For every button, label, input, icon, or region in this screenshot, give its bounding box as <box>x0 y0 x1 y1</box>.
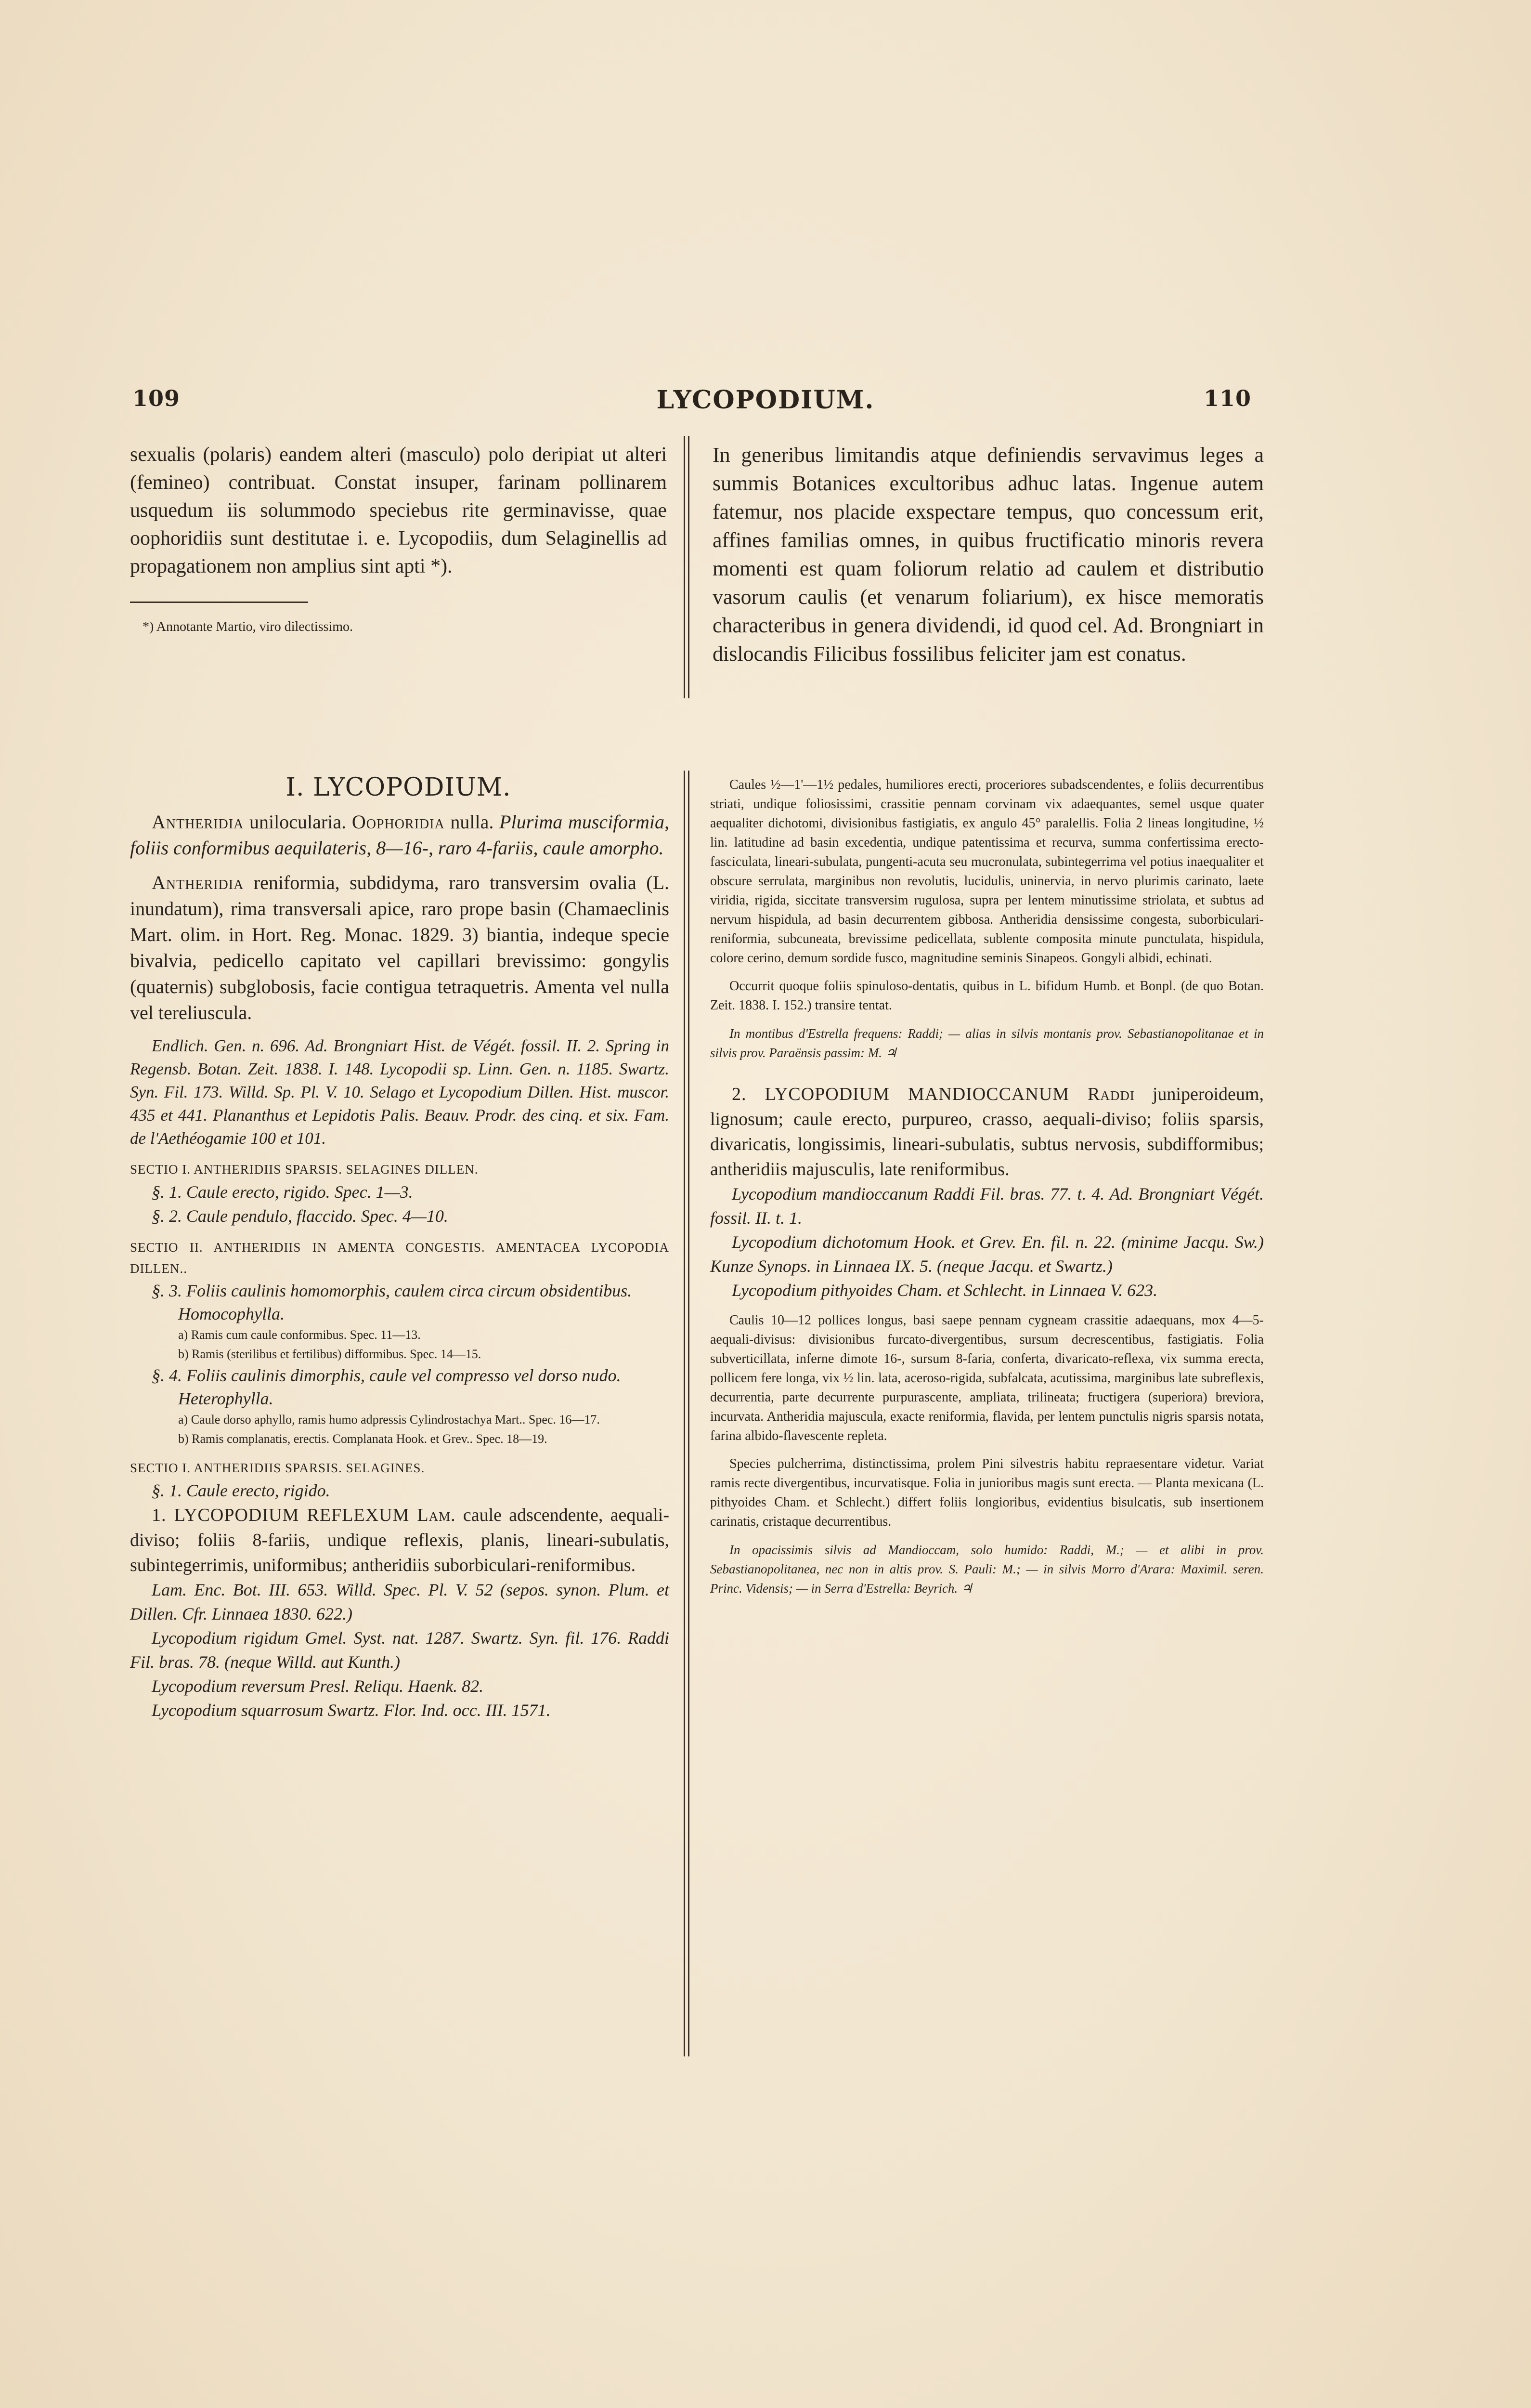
sectio-1b-heading: SECTIO I. ANTHERIDIIS SPARSIS. SELAGINES. <box>130 1461 425 1475</box>
sectio-2-item-3: §. 3. Foliis caulinis homomorphis, caulem circa circum obsidentibus. Homocophylla. <box>152 1281 632 1323</box>
sectio-2-item-4b: b) Ramis complanatis, erectis. Complanata Hook. et Grev.. Spec. 18—19. <box>178 1432 547 1446</box>
species-1-literature-2: Lycopodium rigidum Gmel. Syst. nat. 1287. Swartz. Syn. fil. 176. Raddi Fil. bras. 78. (neque Willd. aut Kunth.) <box>130 1628 669 1672</box>
footnote: *) Annotante Martio, viro dilectissimo. <box>143 619 353 634</box>
species-2-note: Species pulcherrima, distinctissima, prolem Pini silvestris habitu repraesentare videtur. Variat ramis recte divergentibus, incurvatisque. Folia in junioribus magis sunt erecta. — Planta mexicana (L. pithyoides Cham. et Schlecht.) differt foliis longioribus, evidentius bisulcatis, sub insertionem carinatis, cristaque decurrentibus. <box>710 1456 1264 1529</box>
page-number-left: 109 <box>132 385 181 411</box>
genus-character: Antheridia unilocularia. Oophoridia nulla. Plurima musciformia, foliis conformibus aequilateris, 8—16-, raro 4-fariis, caule amorpho. <box>130 811 669 859</box>
top-right-column <box>713 441 1264 668</box>
species-1-occurrit: Occurrit quoque foliis spinuloso-dentatis, quibus in L. bifidum Humb. et Bonpl. (de quo Botan. Zeit. 1838. I. 152.) transire tentat. <box>710 979 1264 1013</box>
sectio-2-heading: SECTIO II. ANTHERIDIIS IN AMENTA CONGESTIS. AMENTACEA LYCOPODIA DILLEN.. <box>130 1240 669 1276</box>
species-1-description: 1. LYCOPODIUM REFLEXUM Lam. caule adscendente, aequali-diviso; foliis 8-fariis, undique reflexis, planis, lineari-subulatis, subintegerrimis, uniformibus; antheridiis suborbiculari-reniformibus. <box>130 1505 669 1575</box>
species-1-literature-4: Lycopodium squarrosum Swartz. Flor. Ind. occ. III. 1571. <box>152 1701 551 1720</box>
sectio-1-item-2: §. 2. Caule pendulo, flaccido. Spec. 4—10. <box>152 1206 448 1226</box>
species-1-caules: Caules ½—1'—1½ pedales, humiliores erecti, proceriores subadscendentes, e foliis decurrentibus striati, undique foliosissimi, crassitie pennam corvinam vix adaequantes, semel usque quater aequaliter dichotomi, divisionibus fastigiatis, ex angulo 45° paralellis. Folia 2 lineas longitudine, ½ lin. latitudine ad basin excedentia, undique patentissima et recurva, summa confertissima erecto-fasciculata, lineari-subulata, pungenti-acuta seu mucronulata, subintegerrima vel potius inaequaliter et obscure serrulata, marginibus non revolutis, lucidulis, uninervia, in nervo plurimis carinato, laete viridia, rigida, siccitate transversim rugulosa, supra per lentem minutissime striolata, et subtus ad nervum hispidula, ad basin decurrentem gibbosa. Antheridia densissime congesta, suborbiculari-reniformia, subcuneata, brevissime pedicellata, sublente composita minute punctulata, hispidula, colore cerino, demum sordide fusco, magnitudine seminis Sinapeos. Gongyli albidi, echinati. <box>710 777 1264 966</box>
species-1-habitat: In montibus d'Estrella frequens: Raddi; — alias in silvis montanis prov. Sebastianopolitanae et in silvis prov. Paraënsis passim: M. ♃ <box>710 1026 1264 1060</box>
genus-antheridia: Antheridia reniformia, subdidyma, raro transversim ovalia (L. inundatum), rima transversali apice, raro prope basin (Chamaeclinis Mart. olim. in Hort. Reg. Monac. 1829. 3) biantia, indeque specie bivalvia, pedicello capitato vel capillari brevissimo: gongylis (quaternis) subglobosis, facie contigua tetraquetris. Amenta vel nulla vel tereliuscula. <box>130 872 669 1023</box>
sectio-2-item-3b: b) Ramis (sterilibus et fertilibus) difformibus. Spec. 14—15. <box>178 1347 481 1361</box>
species-2-literature-1: Lycopodium mandioccanum Raddi Fil. bras. 77. t. 4. Ad. Brongniart Végét. fossil. II. t. 1. <box>710 1184 1264 1228</box>
genus-literature: Endlich. Gen. n. 696. Ad. Brongniart Hist. de Végét. fossil. II. 2. Spring in Regensb. Botan. Zeit. 1838. I. 148. Lycopodii sp. Linn. Gen. n. 1185. Swartz. Syn. Fil. 173. Willd. Sp. Pl. V. 10. Selago et Lycopodium Dillen. Hist. muscor. 435 et 441. Plananthus et Lepidotis Palis. Beauv. Prodr. des cinq. et six. Fam. de l'Aethéogamie 100 et 101. <box>130 1036 669 1148</box>
top-left-paragraph: sexualis (polaris) eandem alteri (masculo) polo deripiat ut alteri (femineo) contribuat. Constat insuper, farinam pollinarem usquedum iis solummodo speciebus rite germinavisse, quae oophoridiis sunt destitutae i. e. Lycopodiis, dum Selaginellis ad propagationem non amplius sint apti *). <box>130 444 667 577</box>
sectio-2-item-3a: a) Ramis cum caule conformibus. Spec. 11—13. <box>178 1328 421 1342</box>
genus-title: I. LYCOPODIUM. <box>285 773 511 802</box>
column-divider-bottom <box>684 771 689 2056</box>
left-main-column <box>130 809 669 1722</box>
sectio-1-heading: SECTIO I. ANTHERIDIIS SPARSIS. SELAGINES DILLEN. <box>130 1162 479 1177</box>
species-2-literature-2: Lycopodium dichotomum Hook. et Grev. En. fil. n. 22. (minime Jacqu. Sw.) Kunze Synops. in Linnaea IX. 5. (neque Jacqu. et Swartz.) <box>710 1232 1264 1276</box>
column-divider-top <box>684 436 689 698</box>
top-right-paragraph: In generibus limitandis atque definiendis servavimus leges a summis Botanices excultoribus adhuc latas. Ingenue autem fatemur, nos placide exspectare tempus, quo concessum erit, affines familias omnes, in quibus fructificatio minoris revera momenti est quam foliorum relatio ad caulem et distributio vasorum caulis (et venarum foliarium), ex hisce memoratis characteribus in genera dividendi, id quod cel. Ad. Brongniart in dislocandis Filicibus fossilibus feliciter jam est conatus. <box>713 443 1264 666</box>
sectio-1b-item-1: §. 1. Caule erecto, rigido. <box>152 1481 330 1500</box>
page-number-right: 110 <box>1204 385 1252 411</box>
top-left-column <box>130 441 667 637</box>
species-2-literature-3: Lycopodium pithyoides Cham. et Schlecht. in Linnaea V. 623. <box>732 1281 1158 1300</box>
species-2-caulis: Caulis 10—12 pollices longus, basi saepe pennam cygneam crassitie adaequans, mox 4—5-aequali-divisus: divisionibus furcato-divergentibus, sursum decrescentibus, fastigiatis. Folia subverticillata, inferne dimote 16-, sursum 8-faria, conferta, divaricato-reflexa, vix summa erecta, pollicem fere longa, vix ½ lin. lata, aceroso-rigida, subfalcata, acutissima, marginibus late subreflexis, decurrentia, parte decurrente purpurascente, ampliata, trilineata; fructigera (superiora) breviora, incurvata. Antheridia majuscula, exacte reniformia, flavida, per lentem punctulis nigris sparsis notata, farina albido-flavescente repleta. <box>710 1313 1264 1443</box>
running-title: LYCOPODIUM. <box>656 385 875 415</box>
sectio-2-item-4a: a) Caule dorso aphyllo, ramis humo adpressis Cylindrostachya Mart.. Spec. 16—17. <box>178 1413 600 1426</box>
footnote-rule <box>130 602 308 603</box>
species-1-literature-1: Lam. Enc. Bot. III. 653. Willd. Spec. Pl. V. 52 (sepos. synon. Plum. et Dillen. Cfr. Linnaea 1830. 622.) <box>130 1580 669 1623</box>
right-main-column <box>710 775 1264 1598</box>
species-2-description: 2. LYCOPODIUM MANDIOCCANUM Raddi juniperoideum, lignosum; caule erecto, purpureo, crasso, aequali-diviso; foliis sparsis, divaricatis, longissimis, lineari-subulatis, subtus nervosis, subdifformibus; antheridiis majusculis, late reniformibus. <box>710 1084 1264 1179</box>
species-1-literature-3: Lycopodium reversum Presl. Reliqu. Haenk. 82. <box>152 1676 484 1696</box>
species-2-habitat: In opacissimis silvis ad Mandioccam, solo humido: Raddi, M.; — et alibi in prov. Sebastianopolitanea, nec non in altis prov. S. Pauli: M.; — in silvis Morro d'Arara: Maximil. seren. Princ. Vidensis; — in Serra d'Estrella: Beyrich. ♃ <box>710 1543 1264 1596</box>
sectio-2-item-4: §. 4. Foliis caulinis dimorphis, caule vel compresso vel dorso nudo. Heterophylla. <box>152 1366 621 1408</box>
sectio-1-item-1: §. 1. Caule erecto, rigido. Spec. 1—3. <box>152 1182 413 1202</box>
